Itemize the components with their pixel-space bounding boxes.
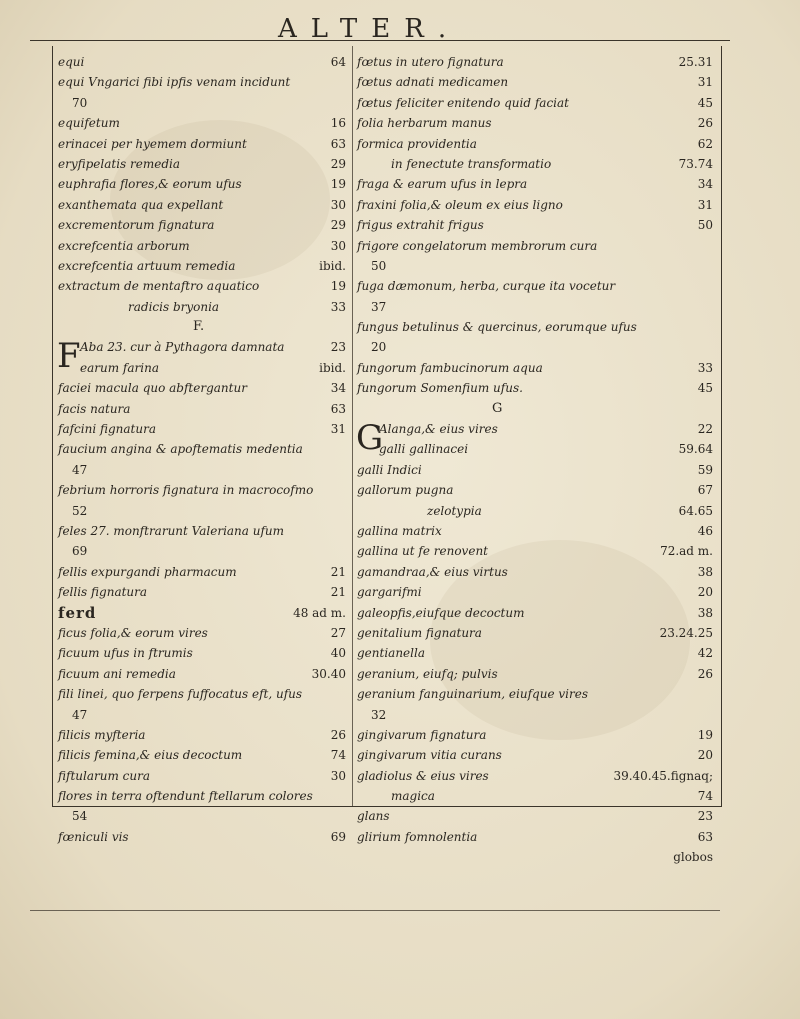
index-entry (58, 582, 348, 602)
entry-page-ref: 16 (330, 116, 346, 131)
entry-page-ref: 73.74 (678, 156, 713, 171)
entry-term: F. (193, 319, 205, 335)
entry-term: 20 (371, 340, 387, 355)
entry-page-ref: 72.ad m. (660, 544, 713, 559)
index-entry (357, 827, 715, 847)
entry-page-ref: 59 (697, 462, 713, 477)
entry-page-ref: 19 (330, 177, 346, 192)
entry-term: facis natura (58, 401, 131, 416)
index-entry (58, 541, 348, 561)
index-entry (357, 399, 715, 419)
entry-term: radicis bryonia (128, 299, 220, 314)
entry-page-ref: 19 (330, 279, 346, 294)
entry-term: equi Vngarici fibi ipfis venam incidunt (58, 75, 291, 90)
index-entry (58, 399, 348, 419)
index-entry (58, 52, 348, 72)
index-entry (58, 480, 348, 500)
index-entry (58, 786, 348, 806)
entry-page-ref: 26 (697, 666, 713, 681)
index-entry (357, 52, 715, 72)
entry-term: gingivarum vitia curans (357, 748, 502, 763)
entry-term: gallina ut fe renovent (357, 544, 488, 559)
entry-term: 69 (72, 544, 88, 559)
entry-term: faucium angina & apoftematis medentia (58, 442, 303, 457)
entry-term: fraxini folia,& oleum ex eius ligno (357, 197, 563, 212)
index-entry (58, 664, 348, 684)
index-entry (58, 236, 348, 256)
left-column (58, 52, 348, 847)
entry-page-ref: 31 (697, 197, 713, 212)
entry-term: geranium, eiufq; pulvis (357, 666, 498, 681)
entry-page-ref: 64 (330, 55, 346, 69)
entry-term: fœtus in utero fignatura (357, 55, 504, 69)
entry-page-ref: 30.40 (311, 666, 346, 681)
index-entry (357, 847, 715, 867)
entry-page-ref: 62 (697, 136, 713, 151)
entry-term: fungus betulinus & quercinus, eorumque ufus (357, 320, 637, 335)
entry-term: eryfipelatis remedia (58, 156, 181, 171)
entry-term: febrium horroris fignatura in macrocofmo (58, 483, 314, 498)
entry-page-ref: 48 ad m. (293, 605, 346, 620)
entry-page-ref: 21 (330, 564, 346, 579)
entry-page-ref: 59.64 (678, 442, 713, 457)
entry-term: fafcini fignatura (58, 422, 156, 437)
running-head: ALTER. (278, 14, 461, 44)
entry-term: magica (391, 789, 435, 804)
index-entry (357, 276, 715, 296)
index-entry (357, 806, 715, 826)
entry-term: gentianella (357, 646, 425, 661)
entry-page-ref: 31 (330, 422, 346, 437)
column-divider (352, 46, 353, 806)
entry-term: excrefcentia arborum (58, 238, 190, 253)
entry-page-ref: 45 (697, 381, 713, 396)
entry-term: fellis fignatura (58, 585, 148, 600)
entry-term: filicis myfteria (58, 727, 146, 742)
entry-term: faciei macula quo abftergantur (58, 381, 247, 396)
entry-term: 32 (371, 707, 387, 722)
entry-term: exanthemata qua expellant (58, 197, 224, 212)
index-entry (58, 827, 348, 847)
entry-page-ref: 34 (330, 381, 346, 396)
entry-page-ref: 74 (697, 789, 713, 804)
entry-term: 50 (371, 258, 387, 273)
index-entry (357, 684, 715, 704)
entry-page-ref: 74 (330, 748, 346, 763)
index-entry (58, 725, 348, 745)
entry-page-ref: 23.24.25 (659, 625, 713, 640)
entry-page-ref: ibid. (319, 360, 346, 375)
entry-page-ref: 30 (330, 238, 346, 253)
entry-page-ref: 38 (697, 605, 713, 620)
index-entry (58, 174, 348, 194)
entry-page-ref: 34 (697, 177, 713, 192)
entry-page-ref: 22 (697, 422, 713, 437)
entry-page-ref: 63 (330, 136, 346, 151)
entry-page-ref: 46 (697, 523, 713, 538)
entry-term: excrefcentia artuum remedia (58, 258, 236, 273)
entry-term: gargarifmi (357, 585, 422, 600)
index-entry (357, 541, 715, 561)
index-entry (357, 725, 715, 745)
index-entry (357, 154, 715, 174)
entry-page-ref: 33 (330, 299, 346, 314)
entry-page-ref: 26 (697, 116, 713, 131)
index-entry (357, 256, 715, 276)
index-entry (58, 745, 348, 765)
index-entry (58, 378, 348, 398)
entry-term: fuga dæmonum, herba, curque ita vocetur (357, 279, 616, 294)
index-entry (357, 358, 715, 378)
entry-page-ref: globos (673, 850, 713, 865)
index-entry (357, 582, 715, 602)
entry-term: geranium fanguinarium, eiufque vires (357, 687, 588, 702)
entry-page-ref: 67 (697, 483, 713, 498)
entry-page-ref: 33 (697, 360, 713, 375)
entry-term: fungorum fambucinorum aqua (357, 360, 543, 375)
entry-term: ficuum ani remedia (58, 666, 176, 681)
entry-page-ref: 50 (697, 218, 713, 233)
entry-term: gladiolus & eius vires (357, 768, 489, 783)
index-entry (357, 480, 715, 500)
entry-term: fili linei, quo ferpens fuffocatus eft, ufus (58, 687, 303, 702)
entry-page-ref: ibid. (319, 258, 346, 273)
entry-page-ref: 42 (697, 646, 713, 661)
entry-term: 47 (72, 462, 88, 477)
bottom-rule (30, 910, 720, 911)
index-entry (58, 276, 348, 296)
index-entry (58, 297, 348, 317)
index-entry (58, 358, 348, 378)
entry-page-ref: 64.65 (678, 503, 713, 518)
index-entry (357, 562, 715, 582)
entry-term: filicis femina,& eius decoctum (58, 748, 243, 763)
index-entry (58, 501, 348, 521)
index-entry (357, 623, 715, 643)
index-entry (357, 786, 715, 806)
entry-page-ref: 69 (330, 829, 346, 844)
entry-term: galli Indici (357, 462, 422, 477)
index-entry (357, 705, 715, 725)
index-entry (357, 664, 715, 684)
entry-term: fraga & earum ufus in lepra (357, 177, 528, 192)
index-entry (58, 684, 348, 704)
index-entry (357, 439, 715, 459)
entry-page-ref: 31 (697, 75, 713, 90)
index-entry (357, 174, 715, 194)
header-rule (30, 40, 730, 41)
entry-term: 37 (371, 299, 387, 314)
entry-term: fœtus feliciter enitendo quid faciat (357, 95, 569, 110)
entry-term: G (492, 400, 503, 416)
index-entry (357, 603, 715, 623)
entry-term: fiftularum cura (58, 768, 150, 783)
drop-initial: G (356, 418, 384, 459)
entry-term: fungorum Somenfium ufus. (357, 381, 523, 396)
entry-page-ref: 45 (697, 95, 713, 110)
index-entry (357, 766, 715, 786)
index-entry (357, 134, 715, 154)
drop-initial: F (57, 336, 81, 377)
index-entry (58, 643, 348, 663)
entry-page-ref: 20 (697, 748, 713, 763)
entry-page-ref: 26 (330, 727, 346, 742)
entry-term: flores in terra oftendunt ftellarum colores (58, 789, 313, 804)
entry-term: in fenectute transformatio (391, 156, 552, 171)
index-entry (357, 745, 715, 765)
entry-term: ferd (58, 603, 97, 622)
index-entry (58, 766, 348, 786)
entry-term: fœniculi vis (58, 829, 129, 844)
index-entry (357, 113, 715, 133)
entry-term: folia herbarum manus (357, 116, 492, 131)
index-entry (357, 72, 715, 92)
index-entry (58, 806, 348, 826)
index-entry (58, 215, 348, 235)
entry-page-ref: 19 (697, 727, 713, 742)
index-entry (58, 623, 348, 643)
entry-term: ficuum ufus in ftrumis (58, 646, 193, 661)
index-entry (58, 113, 348, 133)
entry-term: frigore congelatorum membrorum cura (357, 238, 598, 253)
entry-term: feles 27. monftrarunt Valeriana ufum (58, 523, 285, 538)
entry-page-ref: 39.40.45.fignaq; (613, 768, 713, 783)
entry-term: galeopfis,eiufque decoctum (357, 605, 525, 620)
entry-page-ref: 29 (330, 218, 346, 233)
index-entry (357, 460, 715, 480)
index-entry (357, 643, 715, 663)
entry-term: gallina matrix (357, 523, 442, 538)
index-entry (58, 195, 348, 215)
entry-term: excrementorum fignatura (58, 218, 215, 233)
index-entry (357, 317, 715, 337)
entry-term: gingivarum fignatura (357, 727, 487, 742)
index-entry (58, 460, 348, 480)
entry-page-ref: 25.31 (678, 55, 713, 69)
index-entry (58, 419, 348, 439)
index-entry (357, 337, 715, 357)
index-entry (58, 134, 348, 154)
index-entry (58, 603, 348, 623)
entry-term: Aba 23. cur à Pythagora damnata (80, 340, 285, 355)
index-entry (357, 378, 715, 398)
index-entry (58, 705, 348, 725)
entry-page-ref: 23 (697, 809, 713, 824)
entry-page-ref: 20 (697, 585, 713, 600)
entry-term: 52 (72, 503, 88, 518)
index-entry (58, 154, 348, 174)
index-entry (58, 317, 348, 337)
entry-term: ficus folia,& eorum vires (58, 625, 208, 640)
index-entry (357, 93, 715, 113)
entry-term: 54 (72, 809, 88, 824)
entry-page-ref: 63 (330, 401, 346, 416)
index-entry (58, 256, 348, 276)
index-entry (357, 236, 715, 256)
index-entry (58, 439, 348, 459)
entry-page-ref: 38 (697, 564, 713, 579)
index-entry (357, 501, 715, 521)
entry-page-ref: 40 (330, 646, 346, 661)
entry-term: erinacei per hyemem dormiunt (58, 136, 247, 151)
index-entry (58, 521, 348, 541)
index-entry (58, 562, 348, 582)
entry-term: equi (58, 55, 85, 69)
entry-term: formica providentia (357, 136, 477, 151)
entry-term: Alanga,& eius vires (379, 422, 498, 437)
entry-term: genitalium fignatura (357, 625, 482, 640)
index-entry (58, 93, 348, 113)
entry-page-ref: 63 (697, 829, 713, 844)
entry-term: 47 (72, 707, 88, 722)
entry-term: 70 (72, 95, 88, 110)
index-entry (58, 72, 348, 92)
entry-page-ref: 29 (330, 156, 346, 171)
index-entry (357, 297, 715, 317)
entry-term: gallorum pugna (357, 483, 454, 498)
entry-term: extractum de mentaftro aquatico (58, 279, 260, 294)
entry-term: earum farina (80, 360, 159, 375)
entry-page-ref: 23 (330, 340, 346, 355)
entry-page-ref: 21 (330, 585, 346, 600)
right-column (357, 52, 715, 868)
entry-page-ref: 30 (330, 197, 346, 212)
entry-term: glirium fomnolentia (357, 829, 478, 844)
index-entry (357, 195, 715, 215)
entry-term: galli gallinacei (379, 442, 469, 457)
entry-term: gamandraa,& eius virtus (357, 564, 508, 579)
index-entry (357, 521, 715, 541)
entry-term: euphrafia flores,& eorum ufus (58, 177, 242, 192)
entry-term: frigus extrahit frigus (357, 218, 484, 233)
entry-term: fœtus adnati medicamen (357, 75, 509, 90)
entry-term: zelotypia (427, 503, 482, 518)
entry-term: equifetum (58, 116, 120, 131)
entry-term: glans (357, 809, 390, 824)
entry-term: fellis expurgandi pharmacum (58, 564, 237, 579)
index-entry (357, 215, 715, 235)
entry-page-ref: 30 (330, 768, 346, 783)
entry-page-ref: 27 (330, 625, 346, 640)
